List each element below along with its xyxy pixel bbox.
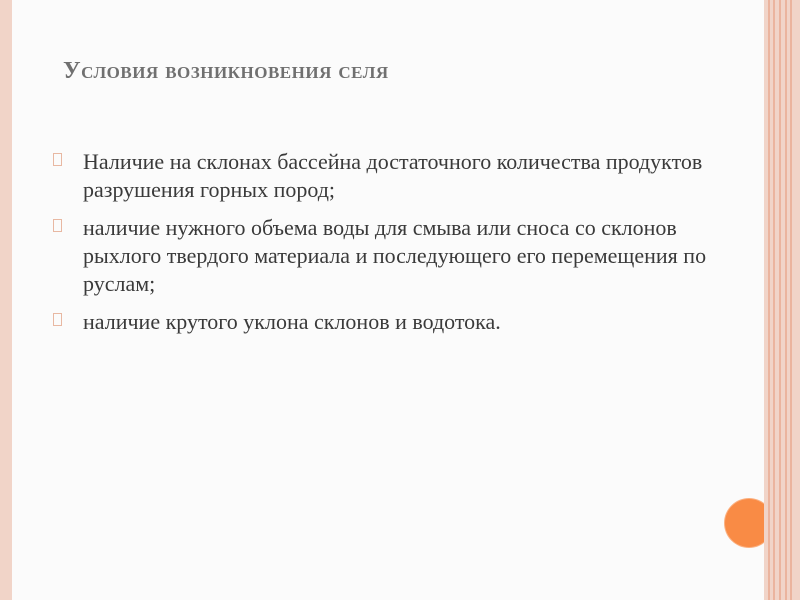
bullet-text: наличие нужного объема воды для смыва или сноса со склонов рыхлого твердого материала и последующего его перемещения по руслам; <box>83 215 707 296</box>
bullet-outline-icon <box>53 153 62 166</box>
slide-canvas <box>12 0 764 600</box>
bullet-item <box>50 308 710 336</box>
bullet-text: Наличие на склонах бассейна достаточного количества продуктов разрушения горных пород; <box>83 149 703 202</box>
slide-title: Условия возникновения селя <box>63 58 389 84</box>
bullet-item <box>50 148 710 204</box>
bullet-list <box>50 148 710 346</box>
bullet-item <box>50 214 710 298</box>
bullet-outline-icon <box>53 219 62 232</box>
bullet-outline-icon <box>53 313 62 326</box>
decorative-stripe <box>764 0 800 600</box>
bullet-text: наличие крутого уклона склонов и водотока. <box>83 309 501 334</box>
